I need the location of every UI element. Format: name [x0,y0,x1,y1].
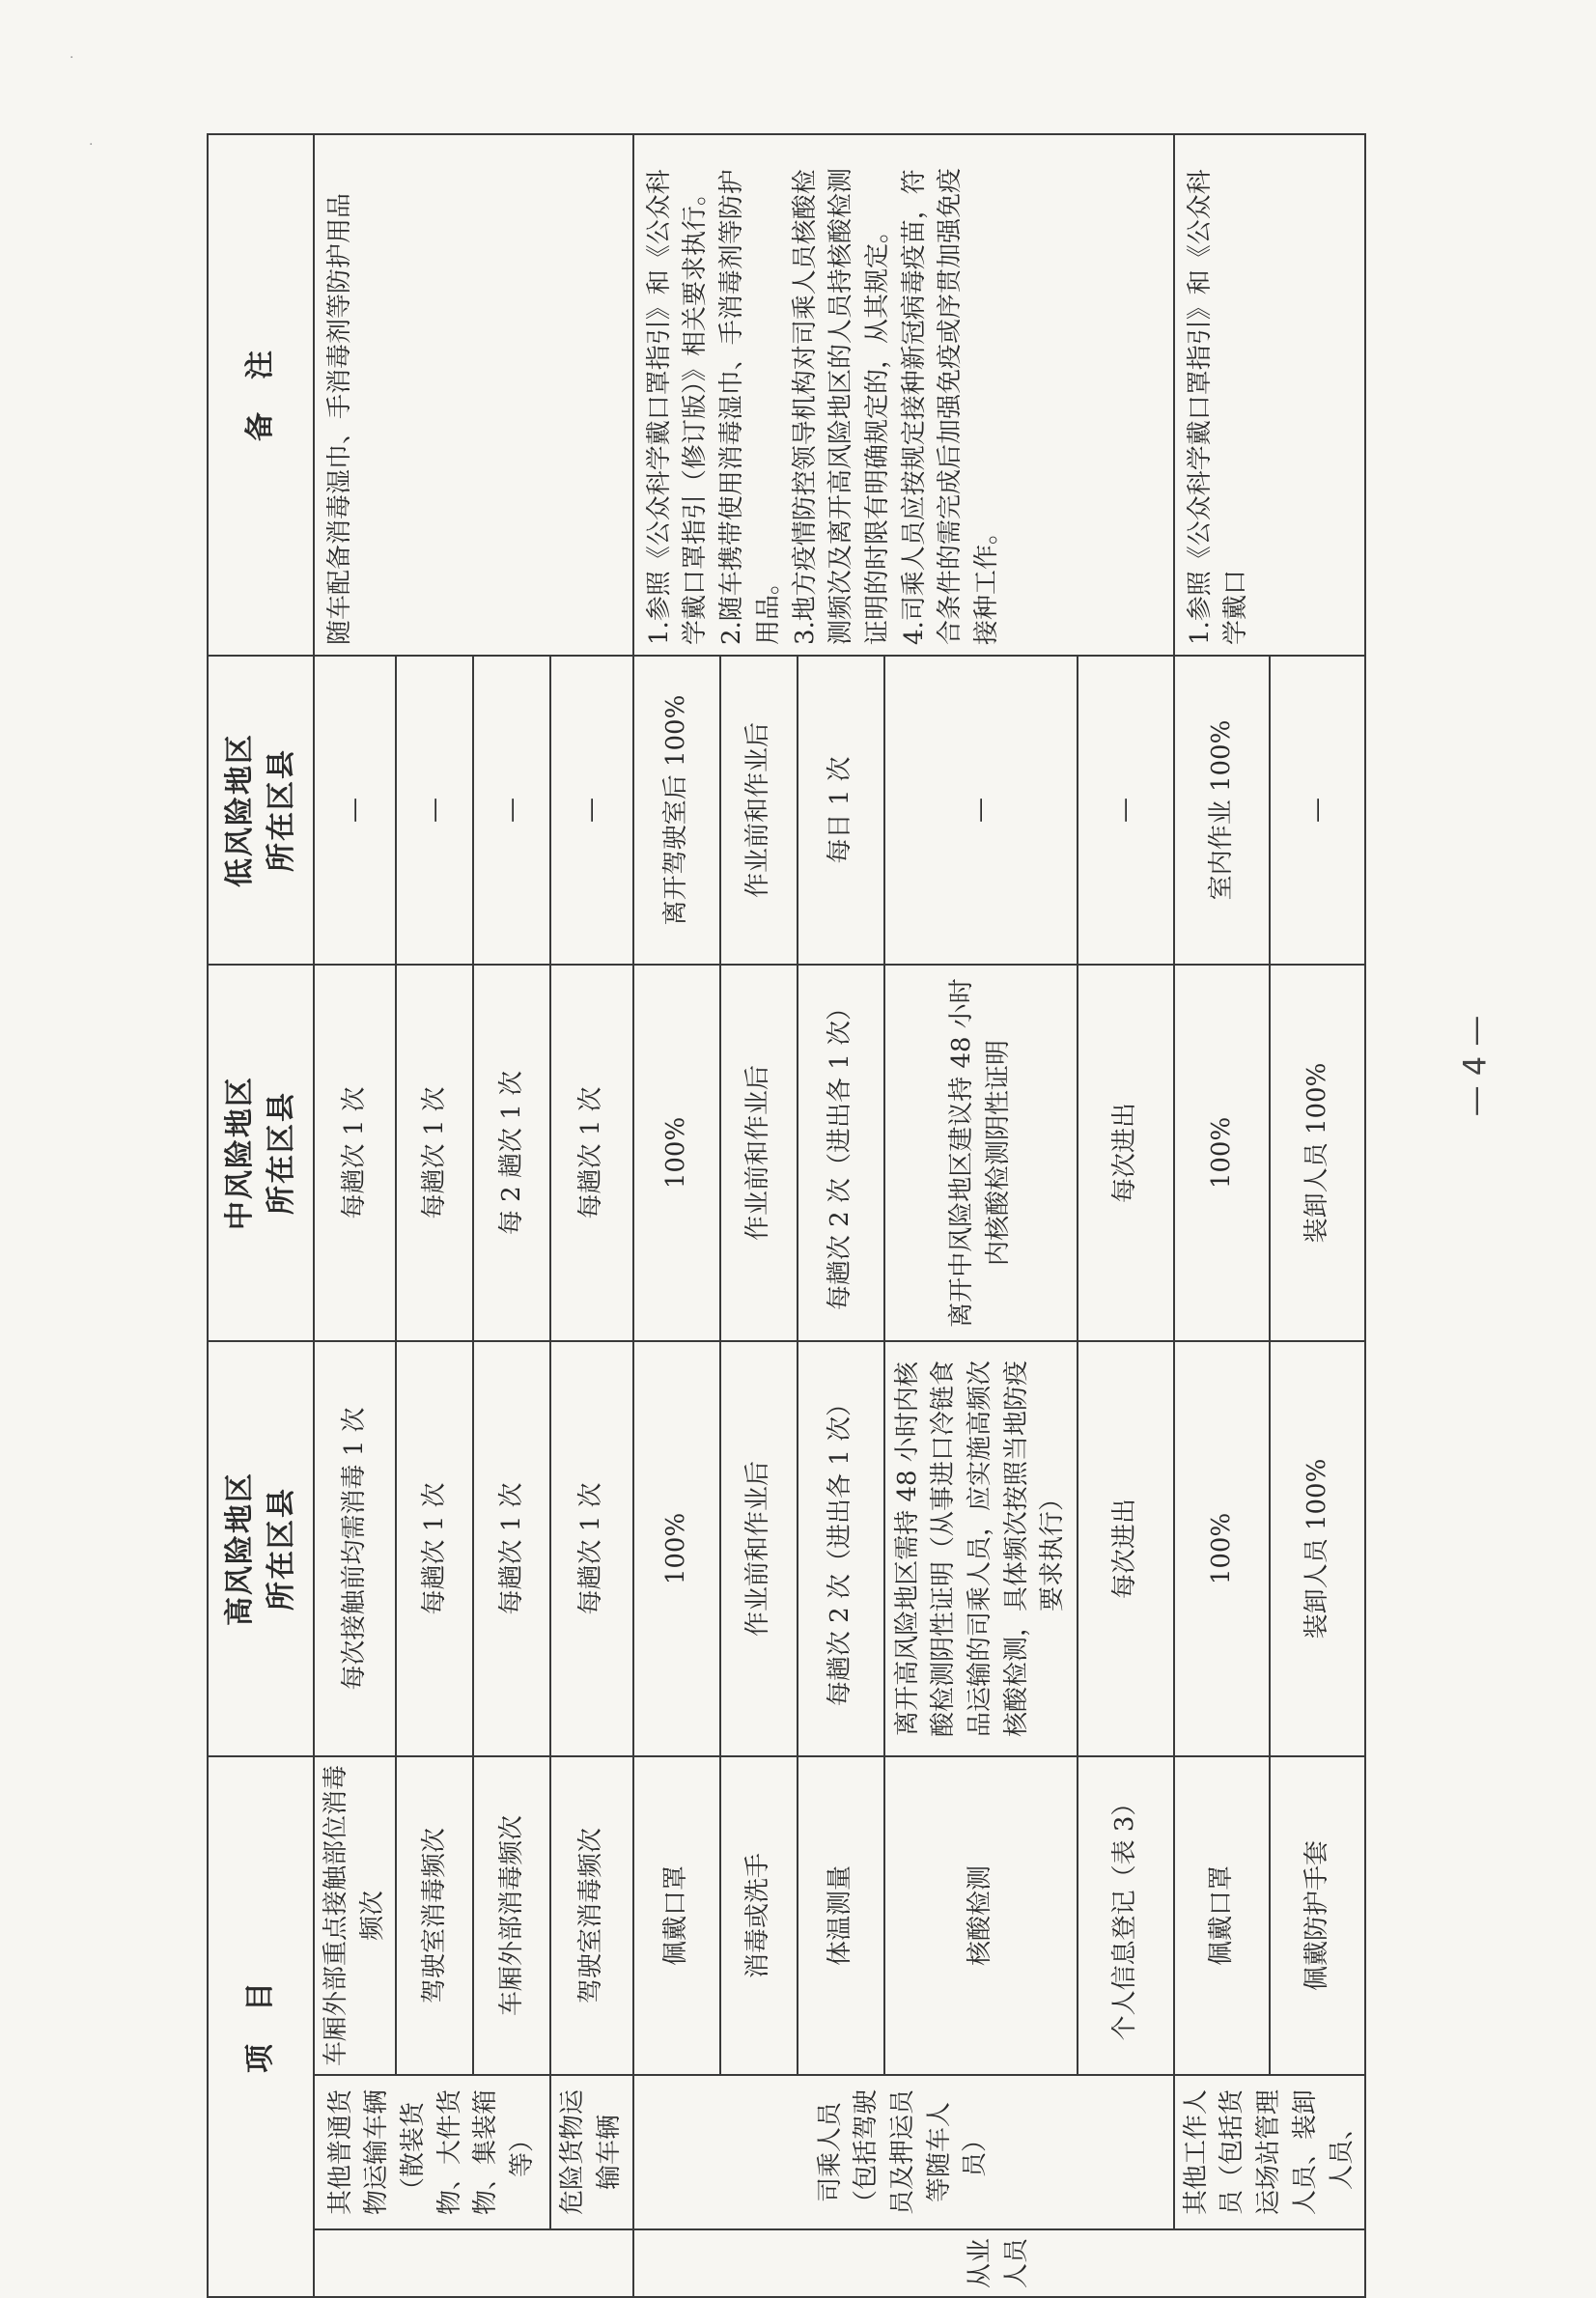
item-cell: 驾驶室消毒频次 [396,1756,473,2075]
low-risk-cell: — [1078,656,1174,965]
mid-risk-cell: 每 2 趟次 1 次 [473,965,550,1341]
driver-label: 司乘人员（包括驾驶员及押运员等随车人员） [633,2075,1174,2229]
personnel-group-label: 从业人员 [633,2229,1365,2297]
low-risk-cell: — [1270,656,1365,965]
dangerous-vehicle-label: 危险货物运输车辆 [550,2075,632,2229]
header-low-risk: 低风险地区 所在区县 [208,656,314,965]
high-risk-cell: 100% [633,1341,720,1756]
mid-risk-cell: 离开中风险地区建议持 48 小时内核酸检测阴性证明 [884,965,1078,1341]
personnel-remark: 1.参照《公众科学戴口罩指引》和《公众科学戴口罩指引（修订版）》相关要求执行。 2.随车携带使用消毒湿巾、手消毒剂等防护用品。 3.地方疫情防控领导机构对司乘人员核酸检测频次及离开高风险地区的人员持核酸检测证明的时限有明确规定的，从其规定。 4.司乘人员应按规定接种新冠病毒疫苗，符合条件的需完成后加强免疫或序贯加强免疫接种工作。 [633,134,1174,656]
item-cell: 佩戴口罩 [633,1756,720,2075]
low-risk-cell: 每日 1 次 [798,656,884,965]
mid-risk-cell: 装卸人员 100% [1270,965,1365,1341]
high-risk-cell: 装卸人员 100% [1270,1341,1365,1756]
mid-risk-cell: 100% [633,965,720,1341]
mid-risk-cell: 每趟次 1 次 [550,965,632,1341]
mid-risk-cell: 作业前和作业后 [720,965,798,1341]
cargo-vehicle-label: 其他普通货物运输车辆（散装货物、大件货物、集装箱等） [314,2075,550,2229]
item-cell: 个人信息登记（表 3） [1078,1756,1174,2075]
item-cell: 体温测量 [798,1756,884,2075]
low-risk-cell: 作业前和作业后 [720,656,798,965]
table-row [1174,134,1270,2297]
mid-risk-cell: 每趟次 2 次（进出各 1 次） [798,965,884,1341]
high-risk-cell: 每趟次 2 次（进出各 1 次） [798,1341,884,1756]
item-cell: 车厢外部重点接触部位消毒频次 [314,1756,396,2075]
table-row [633,134,720,2297]
high-risk-cell: 每趟次 1 次 [550,1341,632,1756]
header-high-risk: 高风险地区 所在区县 [208,1341,314,1756]
high-risk-cell: 每趟次 1 次 [396,1341,473,1756]
disinfection-frequency-table [207,133,1366,2298]
item-cell: 消毒或洗手 [720,1756,798,2075]
item-cell: 佩戴防护手套 [1270,1756,1365,2075]
header-remarks: 备 注 [208,134,314,656]
high-risk-cell: 离开高风险地区需持 48 小时内核酸检测阴性证明（从事进口冷链食品运输的司乘人员，应实施高频次核酸检测，具体频次按照当地防疫要求执行） [884,1341,1078,1756]
mid-risk-cell: 每趟次 1 次 [314,965,396,1341]
page-number: — 4 — [1456,1015,1494,1117]
low-risk-cell: — [884,656,1078,965]
high-risk-cell: 每次进出 [1078,1341,1174,1756]
mid-risk-cell: 100% [1174,965,1270,1341]
header-mid-risk: 中风险地区 所在区县 [208,965,314,1341]
header-project: 项 目 [208,1756,314,2297]
item-cell: 驾驶室消毒频次 [550,1756,632,2075]
scan-speck: · [70,50,74,66]
low-risk-cell: 离开驾驶室后 100% [633,656,720,965]
other-staff-label: 其他工作人员（包括货运场站管理人员、装卸人员、 [1174,2075,1365,2229]
other-staff-remark: 1.参照《公众科学戴口罩指引》和《公众科学戴口 [1174,134,1365,656]
mid-risk-cell: 每次进出 [1078,965,1174,1341]
high-risk-cell: 每次接触前均需消毒 1 次 [314,1341,396,1756]
high-risk-cell: 100% [1174,1341,1270,1756]
mid-risk-cell: 每趟次 1 次 [396,965,473,1341]
low-risk-cell: — [314,656,396,965]
table-row [314,134,396,2297]
rotated-table-sheet [207,135,1356,2298]
high-risk-cell: 每趟次 1 次 [473,1341,550,1756]
vehicle-group-spacer [314,2229,633,2297]
low-risk-cell: — [473,656,550,965]
low-risk-cell: 室内作业 100% [1174,656,1270,965]
item-cell: 佩戴口罩 [1174,1756,1270,2075]
item-cell: 车厢外部消毒频次 [473,1756,550,2075]
high-risk-cell: 作业前和作业后 [720,1341,798,1756]
scan-speck: · [89,137,94,153]
header-row [208,134,314,2297]
vehicle-remark: 随车配备消毒湿巾、手消毒剂等防护用品 [314,134,633,656]
low-risk-cell: — [396,656,473,965]
item-cell: 核酸检测 [884,1756,1078,2075]
low-risk-cell: — [550,656,632,965]
